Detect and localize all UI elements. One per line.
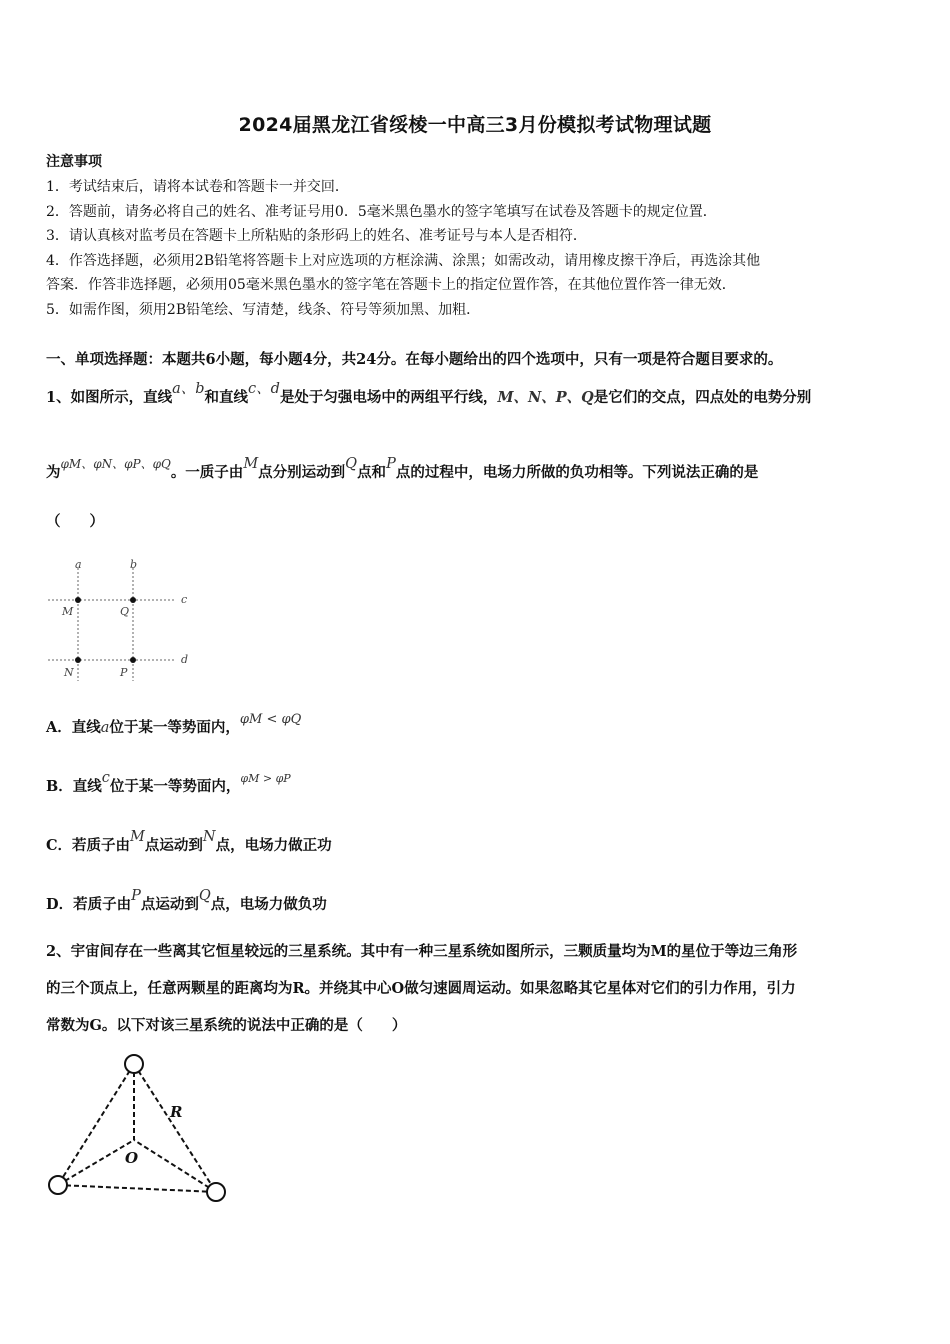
q1-text: 是它们的交点，四点处的电势分别 [593,389,812,406]
option-text: 点，电场力做正功 [215,837,332,854]
q1-line2 [46,456,908,485]
label-P: P [120,666,128,679]
q2-line2: 的三个顶点上，任意两颗星的距离均为R。并绕其中心O做匀速圆周运动。如果忽略其它星体对它们的引力作用，引力 [46,980,796,997]
q1-symbol-Q: Q [345,456,358,472]
label-O: O [125,1149,139,1167]
notice-item: 1．考试结束后，请将本试卷和答题卡一并交回． [46,179,349,195]
option-D[interactable] [46,888,327,914]
point-N [75,657,81,663]
star-top [125,1055,143,1073]
notice-item: 2．答题前，请务必将自己的姓名、准考证号用0．5毫米黑色墨水的签字笔填写在试卷及答题卡的规定位置． [46,204,717,220]
notice-item: 答案．作答非选择题，必须用05毫米黑色墨水的签字笔在答题卡上的指定位置作答，在其他位置作答一律无效． [46,277,736,293]
label-c: c [181,593,188,606]
label-M: M [62,605,74,618]
q1-text: 1、如图所示，直线 [46,389,173,406]
option-relation: φM < φQ [239,712,302,727]
option-relation: φM > φP [240,772,291,785]
q1-text: 是处于匀强电场中的两组平行线， [279,389,498,406]
star-right [207,1183,225,1201]
q1-answer-paren: （ ） [46,513,104,530]
center-line [58,1140,134,1185]
q1-grid-figure [44,556,204,686]
q1-text: 。一质子由 [170,464,244,481]
q1-potentials: φM、φN、φP、φQ [60,457,171,471]
option-C[interactable] [46,829,332,855]
q1-symbol-cd: c、d [248,381,280,397]
label-a: a [75,558,82,571]
notice-item: 4．作答选择题，必须用2B铅笔将答题卡上对应选项的方框涂满、涂黑；如需改动，请用橡皮擦干净后，再选涂其他 [46,253,761,269]
q1-text: 点分别运动到 [258,464,346,481]
label-b: b [130,558,138,571]
q1-text: 为 [46,464,61,481]
label-R: R [170,1103,183,1121]
option-text: C．若质子由 [46,837,131,854]
triangle-edge [58,1185,216,1192]
option-text: 位于某一等势面内， [109,778,241,795]
label-d: d [181,653,189,666]
option-text: 位于某一等势面内， [109,719,240,736]
notice-item: 5．如需作图，须用2B铅笔绘、写清楚，线条、符号等须加黑、加粗． [46,302,481,318]
q2-line3: 常数为G。以下对该三星系统的说法中正确的是（ ） [46,1017,407,1034]
option-text: D．若质子由 [46,896,132,913]
option-B[interactable] [46,770,291,796]
notice-item: 3．请认真核对监考员在答题卡上所粘贴的条形码上的姓名、准考证号与本人是否相符． [46,228,587,244]
q1-text: 点的过程中，电场力所做的负功相等。下列说法正确的是 [395,464,759,481]
label-N: N [64,666,74,679]
option-text: 点，电场力做负功 [210,896,327,913]
option-symbol: N [202,829,216,845]
q2-line1: 2、宇宙间存在一些离其它恒星较远的三星系统。其中有一种三星系统如图所示，三颗质量均为M的星位于等边三角形 [46,943,798,960]
section-heading: 一、单项选择题：本题共6小题，每小题4分，共24分。在每小题给出的四个选项中，只有一项是符合题目要求的。 [46,351,783,368]
option-text: A．直线 [46,719,101,736]
q1-text: 点和 [357,464,387,481]
option-text: 点运动到 [144,837,203,854]
option-symbol: c [101,770,110,786]
point-M [75,597,81,603]
option-symbol: Q [198,888,211,904]
triangle-edge [58,1064,134,1185]
option-text: 点运动到 [140,896,199,913]
q1-symbol-P: P [386,456,396,472]
option-text: B．直线 [46,778,102,795]
page-title: 2024届黑龙江省绥棱一中高三3月份模拟考试物理试题 [238,114,712,136]
point-Q [130,597,136,603]
q2-three-star-figure [40,1048,240,1208]
option-symbol: a [100,720,110,736]
q1-symbol-ab: a、b [172,381,205,397]
option-A[interactable] [46,712,302,737]
star-left [49,1176,67,1194]
label-Q: Q [120,605,130,618]
q1-text: 和直线 [204,389,249,406]
point-P [130,657,136,663]
option-symbol: P [131,888,141,904]
center-line [134,1140,216,1192]
q1-line1 [46,381,908,410]
q1-points: M、N、P、Q [497,389,594,406]
q1-symbol-M: M [243,456,259,472]
triangle-edge [134,1064,216,1192]
option-symbol: M [130,829,145,845]
notice-heading: 注意事项 [46,154,102,170]
